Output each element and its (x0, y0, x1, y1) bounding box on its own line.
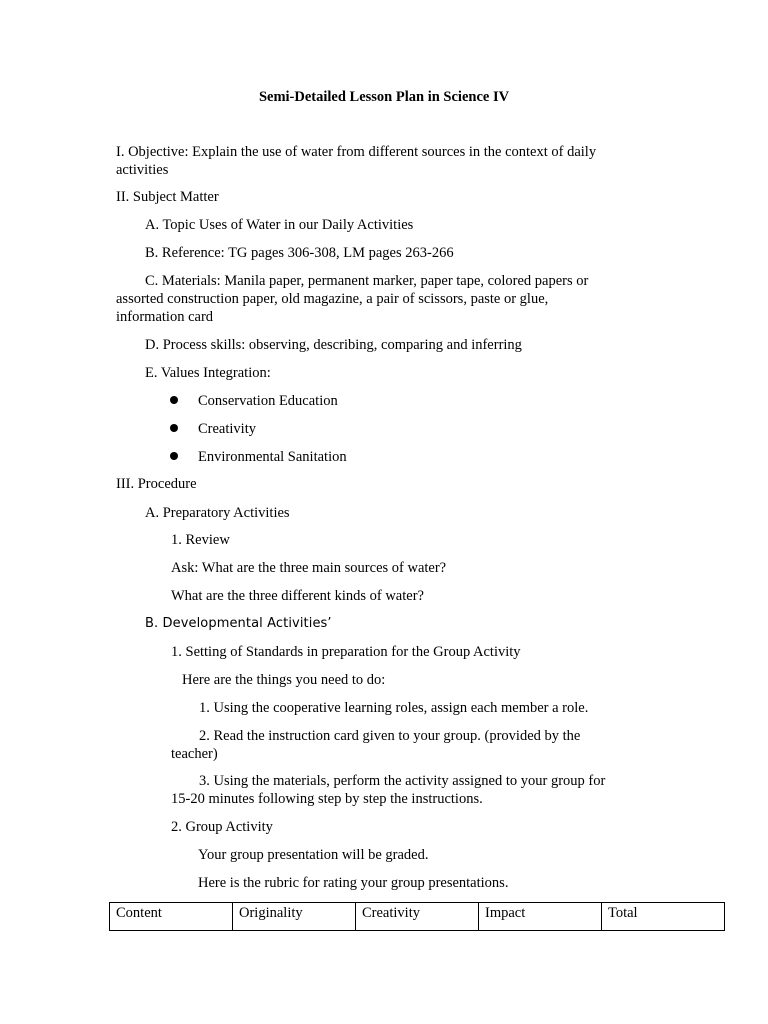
bullet-icon (170, 452, 178, 460)
rubric-header-total: Total (602, 903, 725, 931)
rubric-header-originality: Originality (233, 903, 356, 931)
materials-line-1: C. Materials: Manila paper, permanent marker, paper tape, colored papers or (145, 273, 589, 289)
group-activity-heading: 2. Group Activity (171, 819, 273, 835)
rubric-header-content: Content (110, 903, 233, 931)
topic-line: A. Topic Uses of Water in our Daily Activities (145, 217, 414, 233)
document-title: Semi-Detailed Lesson Plan in Science IV (258, 89, 510, 105)
objective-line-2: activities (116, 162, 169, 178)
materials-line-2: assorted construction paper, old magazine, a pair of scissors, paste or glue, (116, 291, 549, 307)
step-2-line-1: 2. Read the instruction card given to your group. (provided by the (199, 728, 581, 744)
graded-line: Your group presentation will be graded. (198, 847, 429, 863)
step-3-line-2: 15-20 minutes following step by step the instructions. (171, 791, 483, 807)
ask-question-2: What are the three different kinds of water? (171, 588, 424, 604)
bullet-icon (170, 396, 178, 404)
preparatory-heading: A. Preparatory Activities (145, 505, 290, 521)
objective-line-1: I. Objective: Explain the use of water from different sources in the context of daily (116, 144, 597, 160)
process-skills-line: D. Process skills: observing, describing, comparing and inferring (145, 337, 522, 353)
setting-standards-line: 1. Setting of Standards in preparation for the Group Activity (171, 644, 521, 660)
value-item-conservation: Conservation Education (198, 393, 338, 409)
step-3-line-1: 3. Using the materials, perform the activity assigned to your group for (199, 773, 606, 789)
subject-matter-heading: II. Subject Matter (116, 189, 219, 205)
step-1-line: 1. Using the cooperative learning roles, assign each member a role. (199, 700, 589, 716)
values-heading: E. Values Integration: (145, 365, 271, 381)
value-item-creativity: Creativity (198, 421, 256, 437)
rubric-intro-line: Here is the rubric for rating your group presentations. (198, 875, 509, 891)
procedure-heading: III. Procedure (116, 476, 197, 492)
rubric-header-creativity: Creativity (356, 903, 479, 931)
rubric-header-impact: Impact (479, 903, 602, 931)
developmental-heading: B. Developmental Activities’ (145, 616, 332, 631)
step-2-line-2: teacher) (171, 746, 218, 762)
rubric-table (109, 902, 725, 931)
review-heading: 1. Review (171, 532, 230, 548)
ask-question-1: Ask: What are the three main sources of water? (171, 560, 447, 576)
things-intro-line: Here are the things you need to do: (182, 672, 386, 688)
materials-line-3: information card (116, 309, 214, 325)
bullet-icon (170, 424, 178, 432)
reference-line: B. Reference: TG pages 306-308, LM pages 263-266 (145, 245, 454, 261)
value-item-sanitation: Environmental Sanitation (198, 449, 347, 465)
rubric-header-row (110, 903, 725, 931)
